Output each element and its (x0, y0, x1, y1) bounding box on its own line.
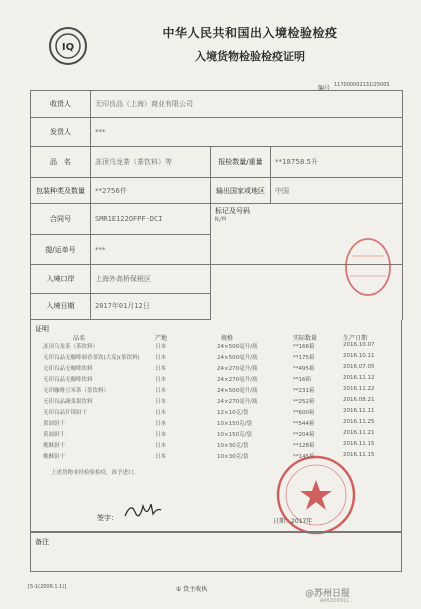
goods-row (31, 364, 401, 373)
goods-name-cell: 桃酥饼干 (43, 443, 66, 449)
goods-row (31, 375, 401, 384)
goods-origin-cell: 日本 (155, 454, 167, 460)
sign-date (273, 516, 312, 525)
goods-date-cell: 2016.11.15 (343, 452, 375, 458)
goods-qty-cell: **231箱 (293, 388, 315, 394)
goods-origin-cell: 日本 (155, 432, 167, 438)
goods-spec-cell: 10×30克/袋 (217, 454, 249, 460)
entry-port-value: 上海外高桥保税区 (91, 265, 211, 293)
packing-value: **2756件 (91, 178, 211, 204)
goods-qty-cell: **128箱 (293, 443, 315, 449)
goods-date-cell: 2016.11.12 (343, 375, 375, 381)
goods-row (31, 342, 401, 351)
goods-origin-cell: 日本 (155, 366, 167, 372)
ciq-logo-icon (48, 26, 88, 66)
bl-label: 提/运单号 (31, 234, 91, 265)
goods-row (31, 408, 401, 417)
signature-label: 签字： (97, 514, 118, 522)
goods-row (31, 441, 401, 450)
document-subtitle: 入境货物检验检疫证明 (195, 50, 305, 63)
goods-date-cell: 2016.10.11 (343, 353, 375, 359)
entry-date-label: 入境日期 (31, 293, 91, 319)
goods-spec-cell: 24×270毫升/瓶 (217, 377, 258, 383)
goods-name-cell: 黄油饼干 (43, 421, 66, 427)
goods-origin-cell: 日本 (155, 344, 167, 350)
contract-label: 合同号 (31, 204, 91, 235)
date-value: 2017年 (291, 518, 313, 525)
goods-origin-cell: 日本 (155, 377, 167, 383)
goods-qty-cell: **16箱 (293, 377, 311, 383)
consignor-label: 发货人 (31, 118, 91, 146)
col-head-origin: 产地 (155, 335, 168, 342)
consignor-value: *** (91, 118, 403, 146)
goods-date-cell: 2016.11.15 (343, 441, 375, 447)
goods-date-cell: 2016.11.11 (343, 408, 375, 414)
consignee-label: 收货人 (31, 91, 91, 118)
goods-row (31, 419, 401, 428)
handwritten-signature (123, 498, 163, 522)
goods-name-cell: 无印良品蔬菜果饮料 (43, 399, 93, 405)
col-head-spec: 规格 (221, 335, 234, 342)
goods-origin-cell: 日本 (155, 355, 167, 361)
col-head-date: 生产日期 (343, 335, 368, 342)
goods-row (31, 397, 401, 406)
entry-port-label: 入境口岸 (31, 265, 91, 293)
copy-label: ① 货主收执 (176, 586, 208, 593)
goods-qty-cell: **166箱 (293, 344, 315, 350)
goods-origin-cell: 日本 (155, 410, 167, 416)
goods-name-cell: 无印良品无咖啡饮料 (43, 377, 93, 383)
goods-spec-cell: 24×270毫升/瓶 (217, 366, 258, 372)
consignee-value: 无印良品（上海）商业有限公司 (91, 91, 403, 118)
goods-name-value: 冻顶乌龙茶（茶饮料）等 (91, 146, 211, 178)
approval-note: 上述货物业经检验检疫，准予进口。 (51, 470, 140, 476)
goods-qty-cell: **495箱 (293, 366, 315, 372)
proof-section (30, 320, 402, 532)
goods-spec-cell: 10×150克/袋 (217, 432, 252, 438)
goods-row (31, 430, 401, 439)
goods-origin-cell: 日本 (155, 388, 167, 394)
document-number: 117000002131I2500S (334, 82, 390, 88)
goods-origin-cell: 日本 (155, 399, 167, 405)
remarks-label: 备注 (35, 538, 49, 546)
quantity-value: **18758.5升 (271, 146, 403, 178)
goods-name-cell: 冻顶乌龙茶（茶饮料） (43, 344, 99, 350)
goods-name-cell: 无印良品无咖啡调香茶饮(大麦)(茶饮料) (43, 355, 140, 361)
goods-name-cell: 无印咖啡豆米茶（茶饮料） (43, 388, 110, 394)
goods-qty-cell: **252箱 (293, 399, 315, 405)
marks-value: N/M (215, 216, 226, 224)
svg-text:IQ: IQ (61, 42, 75, 53)
goods-date-cell: 2016.08.21 (343, 397, 375, 403)
document-title: 中华人民共和国出入境检验检疫 (162, 26, 338, 40)
goods-origin-cell: 日本 (155, 421, 167, 427)
watermark: @苏州日报 (305, 589, 351, 599)
goods-spec-cell: 10×30克/袋 (217, 443, 249, 449)
goods-spec-cell: 24×500毫升/瓶 (217, 388, 258, 394)
remarks-box (30, 532, 402, 572)
goods-qty-cell: **145箱 (293, 454, 315, 460)
col-head-qty: 实际数量 (293, 335, 318, 342)
goods-date-cell: 2016.11.21 (343, 430, 375, 436)
goods-date-cell: 2016.07.05 (343, 364, 375, 370)
goods-qty-cell: **600箱 (293, 410, 315, 416)
goods-name-cell: 桃酥饼干 (43, 454, 66, 460)
packing-label: 包装种类及数量 (31, 178, 91, 204)
side-red-stamp (342, 236, 394, 298)
date-label: 日期： (273, 518, 292, 525)
goods-name-cell: 无印良品什锦饼干 (43, 410, 88, 416)
goods-date-cell: 2016.10.07 (343, 342, 375, 348)
goods-date-cell: 2016.11.22 (343, 386, 375, 392)
form-code: [5-1(2006.1.1)] (28, 584, 67, 590)
origin-value: 中国 (271, 178, 403, 204)
goods-spec-cell: 12×10克/袋 (217, 410, 249, 416)
entry-date-value: 2017年01月12日 (91, 293, 211, 319)
proof-label: 证明 (35, 325, 49, 333)
goods-name-cell: 黄油饼干 (43, 432, 66, 438)
goods-name-label: 品 名 (31, 146, 91, 178)
goods-row (31, 353, 401, 362)
origin-label: 输出国家或地区 (211, 178, 271, 204)
goods-spec-cell: 24×270毫升/瓶 (217, 399, 258, 405)
goods-spec-cell: 24×500毫升/瓶 (217, 355, 258, 361)
goods-date-cell: 2016.11.25 (343, 419, 375, 425)
goods-row (31, 386, 401, 395)
marks-label: 标记及号码 (215, 207, 250, 216)
goods-qty-cell: **204箱 (293, 432, 315, 438)
goods-name-cell: 无印良品无咖啡饮料 (43, 366, 93, 372)
goods-spec-cell: 10×150克/袋 (217, 421, 252, 427)
col-head-name: 品名 (73, 335, 86, 342)
goods-origin-cell: 日本 (155, 443, 167, 449)
goods-qty-cell: **175箱 (293, 355, 315, 361)
contract-value: SMR1E122OFPF-DCI (91, 204, 211, 235)
goods-spec-cell: 24×500毫升/瓶 (217, 344, 258, 350)
watermark-sub: AA5300911 (320, 598, 350, 604)
quantity-label: 报检数量/重量 (211, 146, 271, 178)
bl-value: *** (91, 234, 211, 265)
goods-qty-cell: **544箱 (293, 421, 315, 427)
number-label: 编号 (318, 85, 331, 92)
